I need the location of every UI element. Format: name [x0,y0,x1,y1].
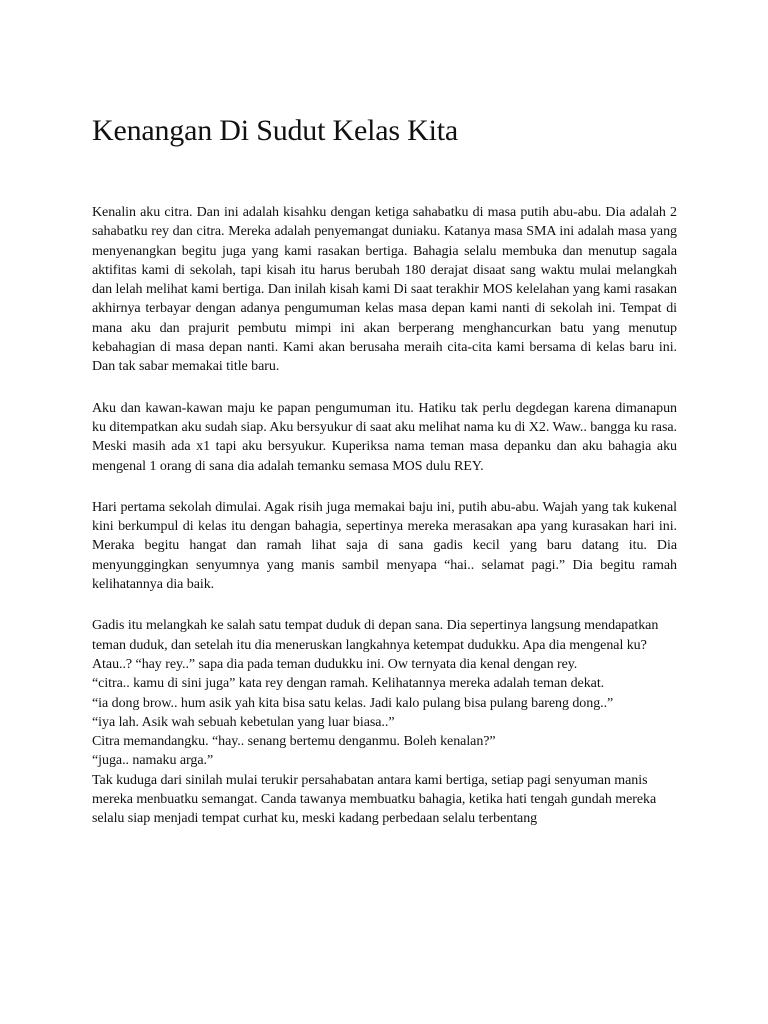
dialog-line: “iya lah. Asik wah sebuah kebetulan yang luar biasa..” [92,714,395,730]
dialog-line: Citra memandangku. “hay.. senang bertemu denganmu. Boleh kenalan?” [92,734,496,750]
paragraph-introduction: Kenalin aku citra. Dan ini adalah kisahku dengan ketiga sahabatku di masa putih abu-abu. Dia adalah 2 sahabatku rey dan citra. Mereka adalah penyemangat duniaku. Katanya masa SMA ini adalah masa yang menyenangkan begitu juga yang kami rasakan bertiga. Bahagia selalu membuka dan menutup sagala aktifitas kami di sekolah, tapi kisah itu harus berubah 180 derajat disaat sang waktu mulai melangkah dan lelah melihat kami bertiga. Dan inilah kisah kami Di saat terakhir MOS kelelahan yang kami rasakan akhirnya terbayar dengan adanya pengumuman kelas masa depan kami nanti di sekolah ini. Tempat di mana aku dan prajurit pembutu mimpi ini akan berperang menghancurkan batu yang menutup kebahagian di masa depan nanti. Kami akan berusaha meraih cita-cita kami bersama di kelas baru ini. Dan tak sabar memakai title baru. [92,205,677,375]
dialog-line: “juga.. namaku arga.” [92,753,214,769]
paragraph-meeting-friends [92,616,677,828]
paragraph-meeting-opening: Gadis itu melangkah ke salah satu tempat duduk di depan sana. Dia sepertinya langsung mendapatkan teman duduk, dan setelah itu dia meneruskan langkahnya ketempat dudukku. Apa dia mengenal ku? Atau..? “hay rey..” sapa dia pada teman dudukku ini. Ow ternyata dia kenal dengan rey. [92,618,659,672]
dialog-line: “citra.. kamu di sini juga” kata rey dengan ramah. Kelihatannya mereka adalah teman dekat. [92,676,605,692]
paragraph-announcement: Aku dan kawan-kawan maju ke papan pengumuman itu. Hatiku tak perlu degdegan karena dimanapun ku ditempatkan aku sudah siap. Aku bersyukur di saat aku melihat nama ku di X2. Waw.. bangga ku rasa. Meski masih ada x1 tapi aku bersyukur. Kuperiksa nama teman masa depanku dan aku bahagia aku mengenal 1 orang di sana dia adalah temanku semasa MOS dulu REY. [92,400,677,474]
document-body [92,203,677,829]
paragraph-first-day: Hari pertama sekolah dimulai. Agak risih juga memakai baju ini, putih abu-abu. Wajah yang tak kukenal kini berkumpul di kelas itu dengan bahagia, sepertinya mereka merasakan apa yang kurasakan hari ini. Meraka begitu hangat dan ramah lihat saja di sana gadis kecil yang baru datang itu. Dia menyunggingkan senyumnya yang manis sambil menyapa “hai.. selamat pagi.” Dia begitu ramah kelihatannya dia baik. [92,499,677,593]
paragraph-friendship-closing: Tak kuduga dari sinilah mulai terukir persahabatan antara kami bertiga, setiap pagi senyuman manis mereka menbuatku semangat. Canda tawanya membuatku bahagia, ketika hati tengah gundah mereka selalu siap menjadi tempat curhat ku, meski kadang perbedaan selalu terbentang [92,772,657,827]
document-title: Kenangan Di Sudut Kelas Kita [92,114,458,147]
dialog-line: “ia dong brow.. hum asik yah kita bisa satu kelas. Jadi kalo pulang bisa pulang bareng dong..” [92,695,614,711]
